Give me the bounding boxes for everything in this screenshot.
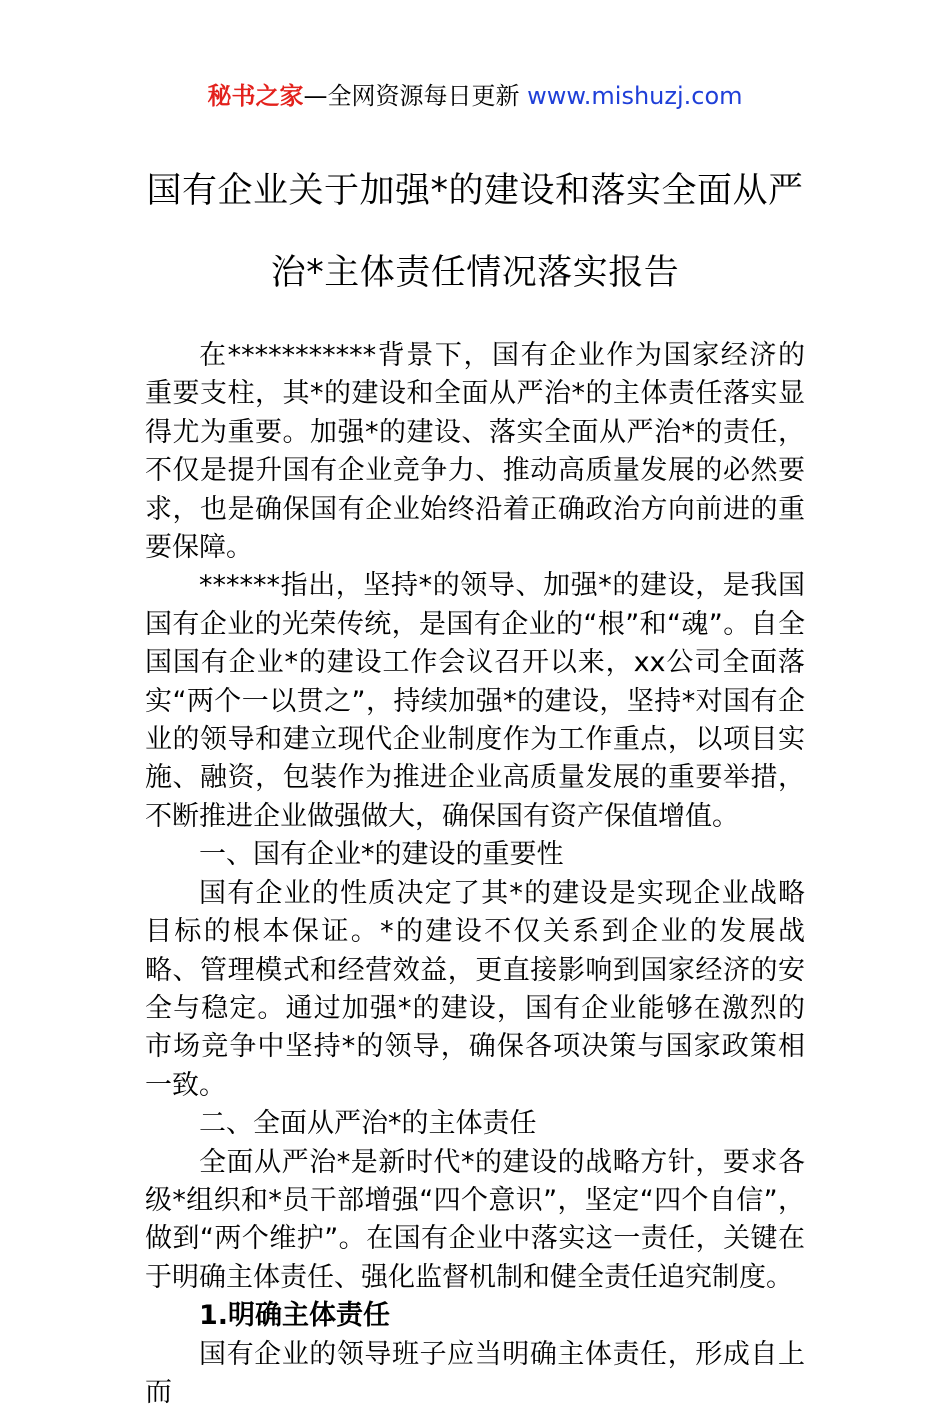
section-heading-1: 一、国有企业*的建设的重要性 — [199, 839, 564, 871]
paragraph-leadership: 国有企业的领导班子应当明确主体责任，形成自上而 — [145, 1338, 805, 1408]
paragraph-responsibility: 全面从严治*是新时代*的建设的战略方针，要求各级*组织和*员干部增强“四个意识”，坚定“四个自信”，做到“两个维护”。在国有企业中落实这一责任，关键在于明确主体责任、强化监督机制和健全责任追究制度。 — [145, 1146, 805, 1293]
paragraph-background: ******指出，坚持*的领导、加强*的建设，是我国国有企业的光荣传统，是国有企业的“根”和“魂”。自全国国有企业*的建设工作会议召开以来，xx公司全面落实“两个一以贯之”，持续加强*的建设，坚持*对国有企业的领导和建立现代企业制度作为工作重点，以项目实施、融资，包装作为推进企业高质量发展的重要举措，不断推进企业做强做大，确保国有资产保值增值。 — [145, 570, 805, 832]
paragraph-importance: 国有企业的性质决定了其*的建设是实现企业战略目标的根本保证。*的建设不仅关系到企业的发展战略、管理模式和经营效益，更直接影响到国家经济的安全与稳定。通过加强*的建设，国有企业能够在激烈的市场竞争中坚持*的领导，确保各项决策与国家政策相一致。 — [145, 877, 805, 1101]
document-body — [145, 337, 805, 1412]
title-line-2: 治*主体责任情况落实报告 — [270, 253, 680, 293]
site-slogan: —全网资源每日更新 — [303, 82, 520, 110]
site-brand: 秘书之家 — [207, 82, 304, 110]
title-line-1: 国有企业关于加强*的建设和落实全面从严 — [146, 171, 804, 211]
site-url-link[interactable]: www.mishuzj.com — [527, 82, 743, 110]
section-heading-2: 二、全面从严治*的主体责任 — [199, 1108, 537, 1140]
paragraph-intro: 在***********背景下，国有企业作为国家经济的重要支柱，其*的建设和全面从严治*的主体责任落实显得尤为重要。加强*的建设、落实全面从严治*的责任，不仅是提升国有企业竞争力、推动高质量发展的必然要求，也是确保国有企业始终沿着正确政治方向前进的重要保障。 — [145, 340, 805, 564]
site-header — [0, 80, 950, 112]
document-title — [100, 150, 850, 314]
subsection-heading-1: 1.明确主体责任 — [199, 1300, 391, 1332]
